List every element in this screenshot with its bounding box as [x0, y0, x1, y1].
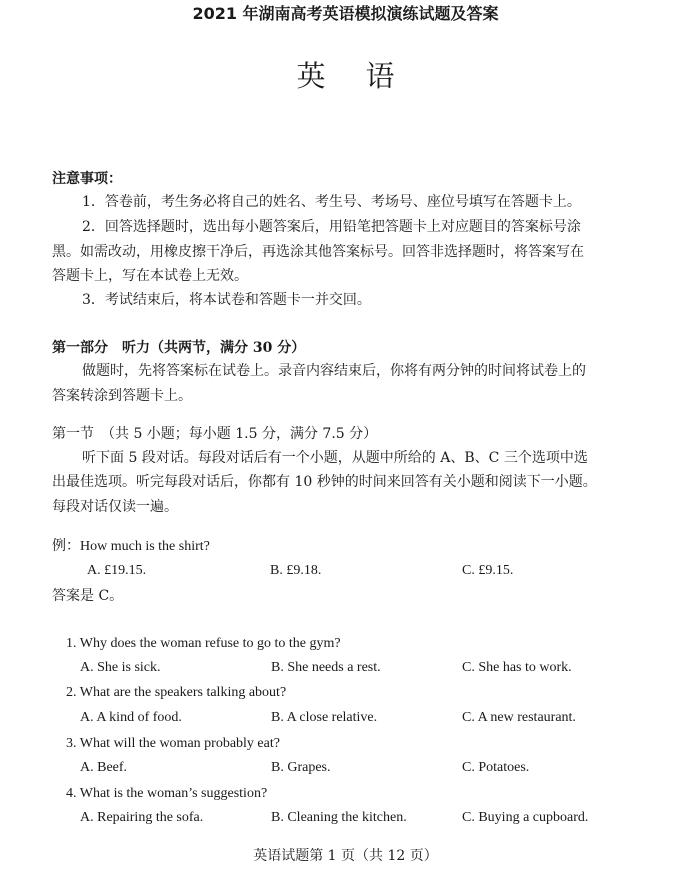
option: C. Potatoes. — [462, 760, 530, 775]
note-line: 2．回答选择题时，选出每小题答案后，用铅笔把答题卡上对应题目的答案标号涂 — [82, 219, 581, 235]
option: A. Beef. — [80, 760, 128, 775]
section1-line: 听下面 5 段对话。每段对话后有一个小题，从题中所给的 A、B、C 三个选项中选 — [82, 450, 588, 466]
notes-heading: 注意事项： — [52, 171, 122, 187]
option: B. Grapes. — [271, 760, 331, 775]
question: 1. Why does the woman refuse to go to the gym? — [66, 636, 341, 651]
option: B. A close relative. — [271, 710, 378, 725]
section1-line: 出最佳选项。听完每段对话后，你都有 10 秒钟的时间来回答有关小题和阅读下一小题。 — [52, 474, 597, 490]
option: B. She needs a rest. — [271, 660, 381, 675]
section1-line: 每段对话仅读一遍。 — [52, 499, 178, 515]
note-line: 1．答卷前，考生务必将自己的姓名、考生号、考场号、座位号填写在答题卡上。 — [82, 194, 581, 210]
question: 3. What will the woman probably eat? — [66, 736, 280, 751]
example-answer: 答案是 C。 — [52, 588, 124, 604]
section1-heading: 第一节 （共 5 小题；每小题 1.5 分，满分 7.5 分） — [52, 426, 378, 442]
option: A. Repairing the sofa. — [80, 810, 204, 825]
example-question: 例：How much is the shirt? — [52, 539, 210, 554]
option: A. She is sick. — [80, 660, 161, 675]
option: C. She has to work. — [462, 660, 572, 675]
question: 2. What are the speakers talking about? — [66, 685, 287, 700]
option: B. Cleaning the kitchen. — [271, 810, 407, 825]
option: A. A kind of food. — [80, 710, 182, 725]
option: C. A new restaurant. — [462, 710, 576, 725]
example-option: B. £9.18. — [270, 563, 322, 578]
note-line: 黑。如需改动，用橡皮擦干净后，再选涂其他答案标号。回答非选择题时，将答案写在 — [52, 244, 584, 260]
note-line: 3．考试结束后，将本试卷和答题卡一并交回。 — [82, 292, 371, 308]
part1-heading: 第一部分 听力（共两节，满分 30 分） — [52, 340, 306, 356]
subject-title: 英语 — [296, 59, 435, 93]
question: 4. What is the woman’s suggestion? — [66, 786, 268, 801]
part1-line: 答案转涂到答题卡上。 — [52, 388, 192, 404]
example-option: C. £9.15. — [462, 563, 514, 578]
page-footer: 英语试题第 1 页（共 12 页） — [253, 848, 438, 864]
example-option: A. £19.15. — [87, 563, 147, 578]
note-line: 答题卡上，写在本试卷上无效。 — [52, 268, 248, 284]
part1-line: 做题时，先将答案标在试卷上。录音内容结束后，你将有两分钟的时间将试卷上的 — [82, 363, 586, 379]
document-title: 2021 年湖南高考英语模拟演练试题及答案 — [192, 4, 499, 23]
option: C. Buying a cupboard. — [462, 810, 589, 825]
